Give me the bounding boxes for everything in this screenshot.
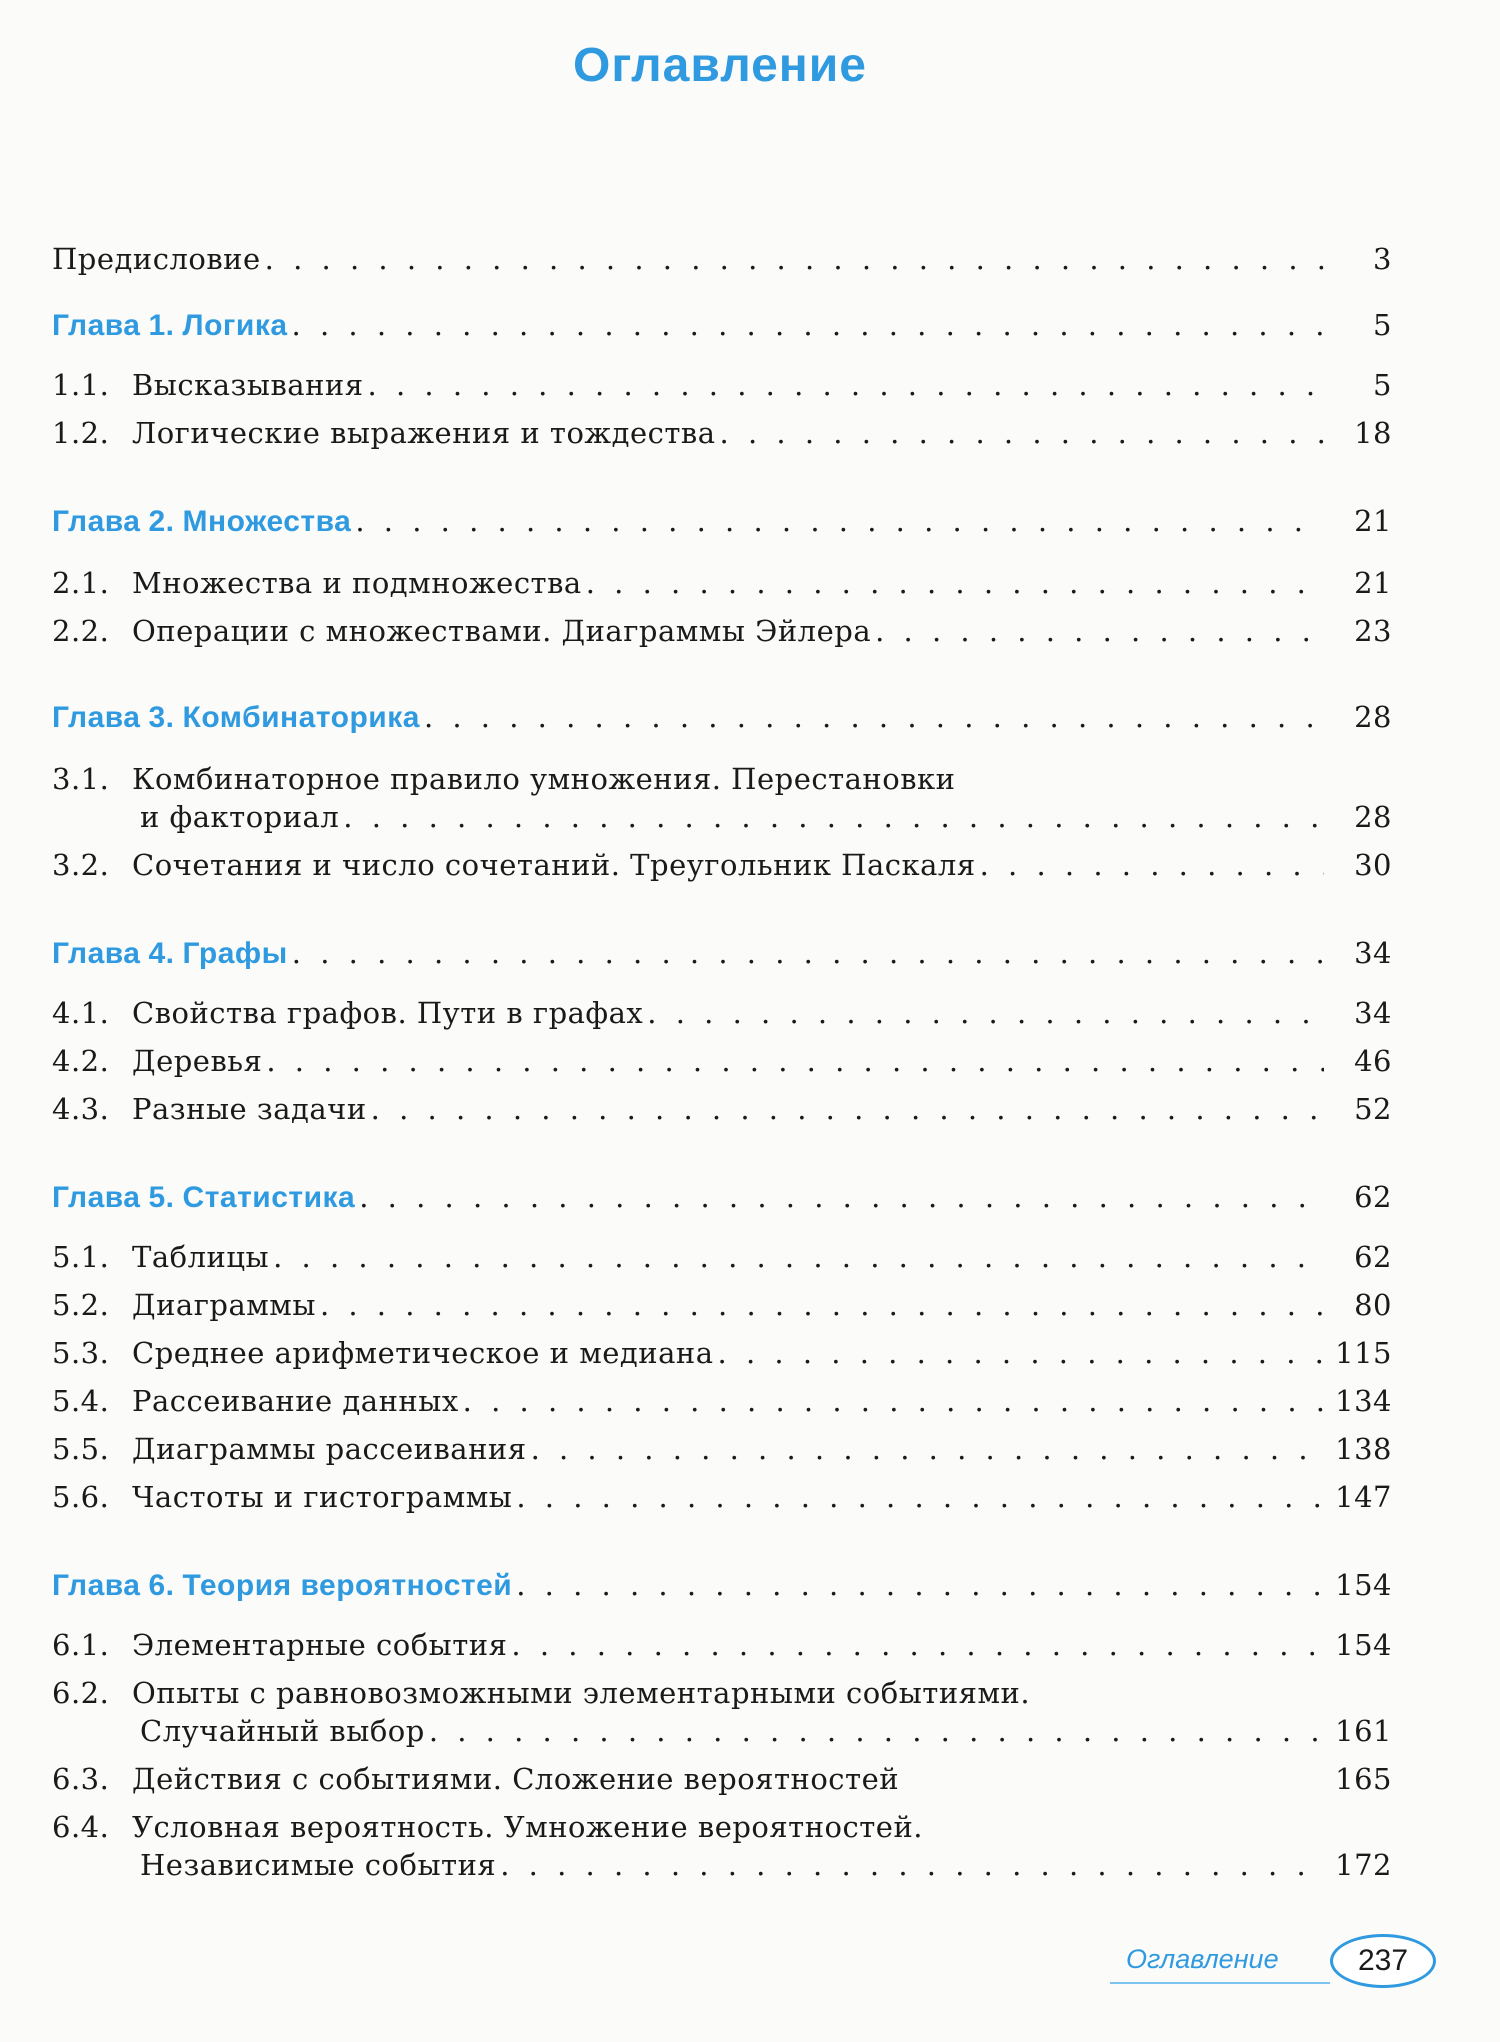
toc-chapter-page: 5 (1373, 308, 1392, 342)
toc-entry[interactable]: 5.2. Диаграммы . . . 80 (52, 1288, 1392, 1322)
toc-entry[interactable]: 5.6. Частоты и гистограммы . . . 147 (52, 1480, 1392, 1514)
toc-entry-multiline[interactable]: 3.1. Комбинаторное правило умножения. Перестановки (52, 762, 956, 796)
toc-entry-continuation[interactable]: и факториал . . . 28 (140, 800, 1392, 834)
footer-section-label: Оглавление (1126, 1944, 1279, 1974)
toc-chapter-1[interactable] (52, 308, 1392, 343)
toc-chapter-2[interactable]: Глава 2. Множества . . . 21 (52, 504, 1392, 539)
toc-chapter-5[interactable]: Глава 5. Статистика . . . 62 (52, 1180, 1392, 1215)
toc-entry[interactable]: 6.3. Действия с событиями. Сложение вероятностей (52, 1762, 900, 1796)
toc-entry[interactable]: 1.2. Логические выражения и тождества . . . 18 (52, 416, 1392, 450)
toc-entry[interactable]: 2.1. Множества и подмножества . . . 21 (52, 566, 1392, 600)
toc-entry[interactable]: 6.1. Элементарные события . . . 154 (52, 1628, 1392, 1662)
toc-entry-multiline[interactable]: 6.4. Условная вероятность. Умножение вероятностей. (52, 1810, 923, 1844)
toc-entry[interactable]: 1.1. Высказывания . . . 5 (52, 368, 1392, 402)
toc-chapter-3[interactable]: Глава 3. Комбинаторика . . . 28 (52, 700, 1392, 735)
page-number-badge: 237 (1330, 1934, 1436, 1988)
footer-underline (1110, 1982, 1330, 1984)
toc-entry[interactable]: 3.2. Сочетания и число сочетаний. Треугольник Паскаля . . . 30 (52, 848, 1392, 882)
toc-entry[interactable]: 4.1. Свойства графов. Пути в графах . . . 34 (52, 996, 1392, 1030)
toc-entry[interactable]: 5.1. Таблицы . . . 62 (52, 1240, 1392, 1274)
toc-entry-continuation[interactable]: Независимые события . . . 172 (140, 1848, 1392, 1882)
toc-entry[interactable]: 5.3. Среднее арифметическое и медиана . . . 115 (52, 1336, 1392, 1370)
toc-entry-page: 3 (1373, 242, 1392, 276)
toc-entry-continuation[interactable]: Случайный выбор . . . 161 (140, 1714, 1392, 1748)
toc-chapter-4[interactable]: Глава 4. Графы . . . 34 (52, 936, 1392, 971)
toc-entry[interactable]: 4.2. Деревья . . . 46 (52, 1044, 1392, 1078)
toc-entry[interactable]: 2.2. Операции с множествами. Диаграммы Эйлера . . . 23 (52, 614, 1392, 648)
toc-entry-label: Предисловие (52, 242, 261, 276)
toc-entry-multiline[interactable]: 6.2. Опыты с равновозможными элементарными событиями. (52, 1676, 1031, 1710)
page-title: Оглавление (573, 39, 867, 92)
toc-chapter-label: Глава 1. Логика (52, 309, 288, 342)
toc-entry[interactable]: 5.5. Диаграммы рассеивания . . . 138 (52, 1432, 1392, 1466)
toc-entry-preface[interactable] (52, 242, 1392, 276)
toc-entry[interactable]: 5.4. Рассеивание данных . . . 134 (52, 1384, 1392, 1418)
toc-entry[interactable]: 4.3. Разные задачи . . . 52 (52, 1092, 1392, 1126)
toc-chapter-6[interactable]: Глава 6. Теория вероятностей . . . 154 (52, 1568, 1392, 1603)
